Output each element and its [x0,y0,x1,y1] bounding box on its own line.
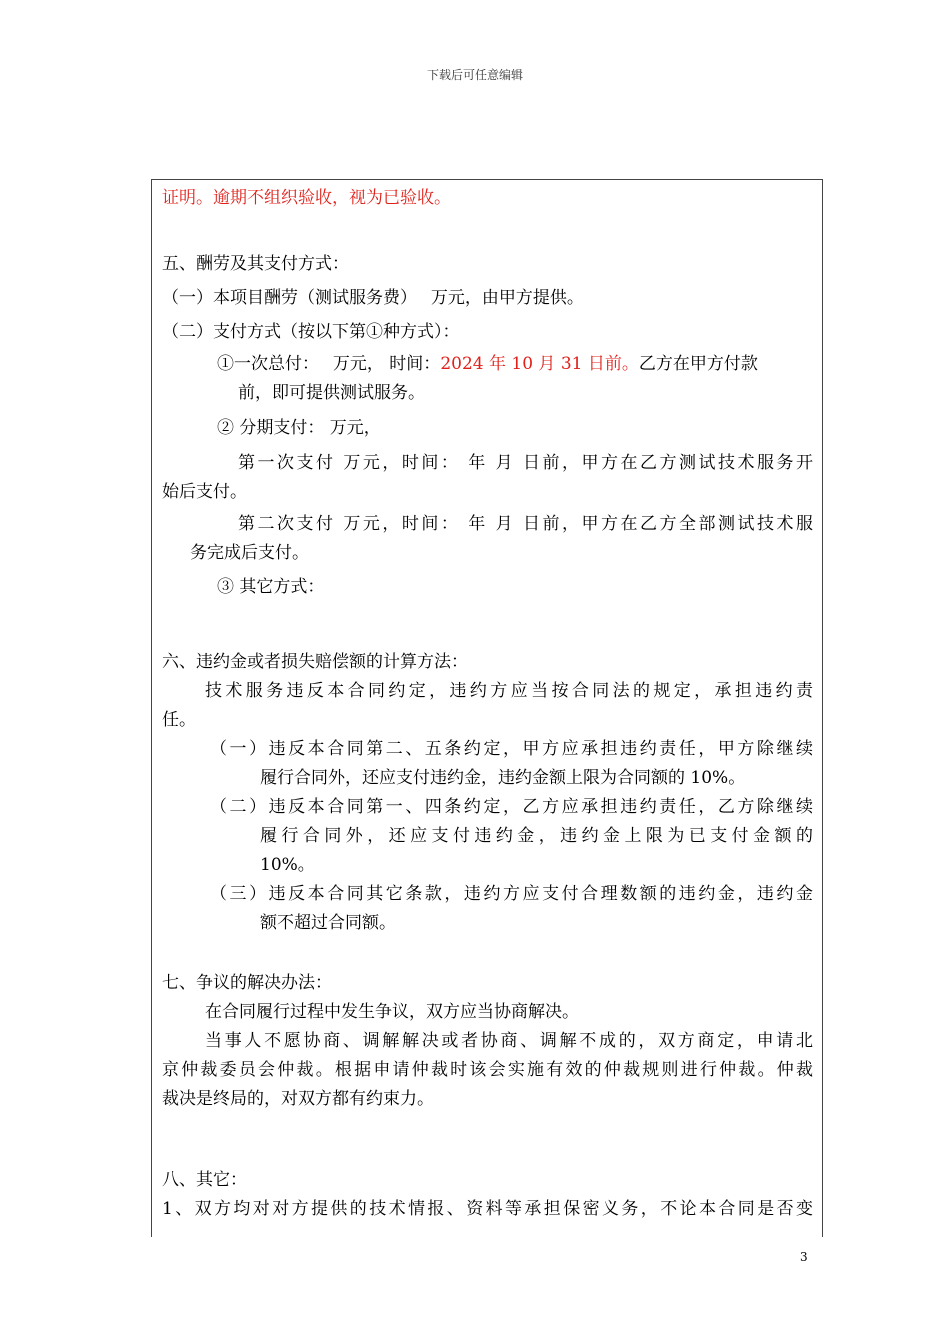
payment-option-1-text: ①一次总付： 万元， 时间： [217,354,441,374]
section-7-para-2: 当事人不愿协商、调解解决或者协商、调解不成的，双方商定，申请北 [205,1031,813,1051]
payment-option-3: ③ 其它方式： [217,577,325,597]
payment-option-1-cont: 前，即可提供测试服务。 [238,383,425,403]
first-installment: 第一次支付 万元，时间： 年 月 日前，甲方在乙方测试技术服务开 [238,453,813,473]
section-6-para: 技术服务违反本合同约定，违约方应当按合同法的规定，承担违约责 [205,681,813,701]
section-5-title: 五、酬劳及其支付方式： [162,254,349,274]
second-installment-cont: 务完成后支付。 [190,543,309,563]
payment-option-2: ② 分期支付： 万元， [217,418,381,438]
section-6-title: 六、违约金或者损失赔偿额的计算方法： [162,652,468,672]
second-installment: 第二次支付 万元，时间： 年 月 日前，甲方在乙方全部测试技术服 [238,514,813,534]
section-7-para-2-cont2: 裁决是终局的，对双方都有约束力。 [162,1089,434,1109]
payment-option-1-text-b: 乙方在甲方付款 [638,354,758,374]
page-number: 3 [800,1250,808,1264]
section-6-item-3: （三）违反本合同其它条款，违约方应支付合理数额的违约金，违约金 [210,884,813,904]
section-8-item-1: 1、双方均对对方提供的技术情报、资料等承担保密义务，不论本合同是否变 [162,1199,813,1219]
section-6-item-2-cont: 履行合同外，还应支付违约金，违约金上限为已支付金额的 [260,826,813,846]
section-6-item-2-cont2: 10%。 [260,855,315,875]
section-8-title: 八、其它： [162,1170,247,1190]
section-6-item-2: （二）违反本合同第一、四条约定，乙方应承担违约责任，乙方除继续 [210,797,813,817]
section-7-para-2-cont: 京仲裁委员会仲裁。根据申请仲裁时该会实施有效的仲裁规则进行仲裁。仲裁 [162,1060,813,1080]
payment-option-1 [217,354,758,374]
section-6-para-cont: 任。 [162,710,196,730]
section-5-item-2: （二）支付方式（按以下第①种方式）： [162,322,460,342]
acceptance-note: 证明。逾期不组织验收，视为已验收。 [162,188,451,208]
section-6-item-3-cont: 额不超过合同额。 [260,913,396,933]
page-header: 下载后可任意编辑 [426,68,523,82]
section-7-para-1: 在合同履行过程中发生争议，双方应当协商解决。 [205,1002,579,1022]
section-6-item-1: （一）违反本合同第二、五条约定，甲方应承担违约责任，甲方除继续 [210,739,813,759]
section-6-item-1-cont: 履行合同外，还应支付违约金，违约金额上限为合同额的 10%。 [260,768,746,788]
payment-deadline: 2024 年 10 月 31 日前。 [440,354,639,374]
section-7-title: 七、争议的解决办法： [162,973,332,993]
section-5-item-1: （一）本项目酬劳（测试服务费） 万元，由甲方提供。 [162,288,584,308]
first-installment-cont: 始后支付。 [162,482,247,502]
